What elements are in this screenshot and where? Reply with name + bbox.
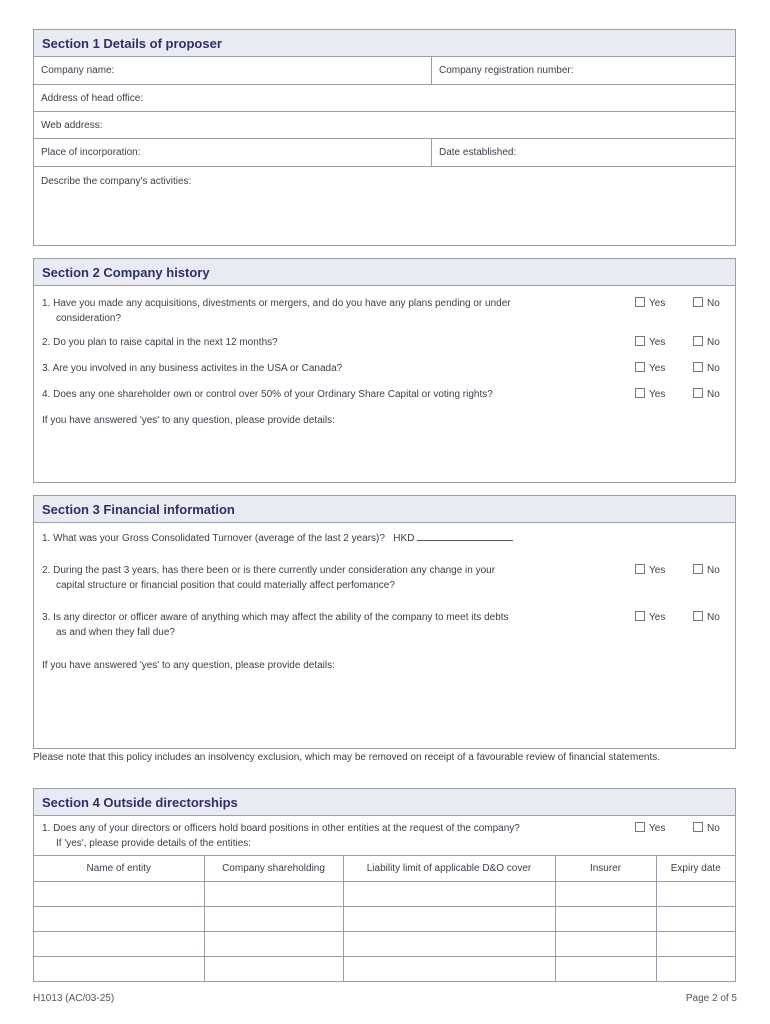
table-cell[interactable]: [656, 907, 735, 932]
section-1: [33, 29, 736, 246]
table-row: [34, 932, 735, 957]
row-head-office: [34, 85, 735, 112]
entities-table: [34, 855, 735, 981]
yes-checkbox[interactable]: [635, 297, 645, 307]
question-number: 3.: [42, 612, 51, 623]
question-3-2: [42, 563, 632, 593]
place-incorporation-field[interactable]: Place of incorporation:: [41, 147, 141, 158]
currency-label: HKD: [393, 533, 415, 544]
question-3-1: [42, 531, 513, 546]
yes-option[interactable]: [635, 297, 665, 310]
no-checkbox[interactable]: [693, 362, 703, 372]
question-4-1: [42, 821, 520, 851]
column-header: Liability limit of applicable D&O cover: [343, 856, 555, 882]
question-text: Have you made any acquisitions, divestments or mergers, and do you have any plans pending or under: [53, 298, 511, 309]
yes-label: Yes: [649, 337, 666, 348]
question-text-cont: capital structure or financial position that could materially affect perfomance?: [56, 580, 395, 591]
company-name-field[interactable]: Company name:: [41, 65, 115, 76]
details-prompt: If you have answered 'yes' to any question, please provide details:: [42, 415, 335, 426]
table-cell[interactable]: [204, 882, 343, 907]
row-company-name: [34, 57, 735, 85]
page-number: Page 2 of 5: [685, 993, 737, 1004]
yes-checkbox[interactable]: [635, 336, 645, 346]
section-3: [33, 495, 736, 749]
table-row: [34, 957, 735, 982]
row-web-address: [34, 112, 735, 139]
question-text: During the past 3 years, has there been or is there currently under consideration any change in your: [53, 565, 496, 576]
no-checkbox[interactable]: [693, 297, 703, 307]
question-number: 1.: [42, 298, 51, 309]
column-header: Expiry date: [656, 856, 735, 882]
column-header: Company shareholding: [204, 856, 343, 882]
no-label: No: [707, 823, 720, 834]
table-cell[interactable]: [34, 957, 204, 982]
table-cell[interactable]: [343, 957, 555, 982]
question-2-1: [42, 296, 511, 326]
no-label: No: [707, 337, 720, 348]
table-header-row: [34, 856, 735, 882]
question-text: Is any director or officer aware of anything which may affect the ability of the company to meet its debts: [53, 612, 509, 623]
details-area[interactable]: [34, 676, 735, 748]
column-header: Name of entity: [34, 856, 204, 882]
table-cell[interactable]: [555, 882, 656, 907]
web-address-field[interactable]: Web address:: [41, 120, 103, 131]
no-option[interactable]: [693, 822, 720, 835]
row-activities: [34, 167, 735, 245]
yes-label: Yes: [649, 298, 666, 309]
question-number: 4.: [42, 389, 51, 400]
no-checkbox[interactable]: [693, 388, 703, 398]
yes-checkbox[interactable]: [635, 388, 645, 398]
no-option[interactable]: [693, 297, 720, 310]
no-checkbox[interactable]: [693, 336, 703, 346]
section-3-title: Section 3 Financial information: [34, 496, 735, 523]
no-option[interactable]: [693, 388, 720, 401]
table-cell[interactable]: [204, 907, 343, 932]
table-cell[interactable]: [204, 932, 343, 957]
activities-field[interactable]: Describe the company's activities:: [41, 176, 192, 187]
yes-option[interactable]: [635, 362, 665, 375]
section-2-title: Section 2 Company history: [34, 259, 735, 286]
table-cell[interactable]: [343, 932, 555, 957]
table-cell[interactable]: [555, 957, 656, 982]
question-text-cont: consideration?: [56, 313, 122, 324]
column-header: Insurer: [555, 856, 656, 882]
yes-option[interactable]: [635, 822, 665, 835]
question-text: What was your Gross Consolidated Turnover (average of the last 2 years)?: [53, 533, 385, 544]
section-1-title: Section 1 Details of proposer: [34, 30, 735, 57]
question-number: 2.: [42, 337, 51, 348]
no-checkbox[interactable]: [693, 564, 703, 574]
yes-checkbox[interactable]: [635, 822, 645, 832]
section-4: [33, 788, 736, 982]
question-text-cont: If 'yes', please provide details of the entities:: [56, 838, 252, 849]
question-number: 2.: [42, 565, 51, 576]
details-area[interactable]: [34, 431, 735, 482]
turnover-input[interactable]: [417, 531, 513, 541]
question-2-2: [42, 335, 278, 350]
yes-checkbox[interactable]: [635, 362, 645, 372]
yes-option[interactable]: [635, 611, 665, 624]
yes-option[interactable]: [635, 388, 665, 401]
question-text-cont: as and when they fall due?: [56, 627, 175, 638]
yes-label: Yes: [649, 363, 666, 374]
question-number: 1.: [42, 823, 51, 834]
table-cell[interactable]: [656, 932, 735, 957]
yes-checkbox[interactable]: [635, 564, 645, 574]
yes-label: Yes: [649, 823, 666, 834]
question-2-4: [42, 387, 493, 402]
no-option[interactable]: [693, 362, 720, 375]
no-option[interactable]: [693, 564, 720, 577]
question-text: Does any of your directors or officers hold board positions in other entities at the request of the company?: [53, 823, 520, 834]
no-label: No: [707, 389, 720, 400]
no-label: No: [707, 363, 720, 374]
yes-label: Yes: [649, 565, 666, 576]
yes-option[interactable]: [635, 336, 665, 349]
yes-checkbox[interactable]: [635, 611, 645, 621]
question-text: Are you involved in any business activites in the USA or Canada?: [52, 363, 343, 374]
question-text: Do you plan to raise capital in the next 12 months?: [53, 337, 278, 348]
table-row: [34, 907, 735, 932]
section-4-title: Section 4 Outside directorships: [34, 789, 735, 816]
date-established-field[interactable]: Date established:: [431, 139, 735, 166]
no-label: No: [707, 565, 720, 576]
head-office-field[interactable]: Address of head office:: [41, 93, 144, 104]
table-cell[interactable]: [204, 957, 343, 982]
yes-option[interactable]: [635, 564, 665, 577]
question-3-3: [42, 610, 509, 640]
no-label: No: [707, 298, 720, 309]
section-2: [33, 258, 736, 483]
table-cell[interactable]: [555, 932, 656, 957]
question-number: 1.: [42, 533, 51, 544]
table-cell[interactable]: [656, 882, 735, 907]
details-prompt: If you have answered 'yes' to any question, please provide details:: [42, 660, 335, 671]
table-cell[interactable]: [656, 957, 735, 982]
form-code: H1013 (AC/03-25): [33, 993, 115, 1004]
registration-number-field[interactable]: Company registration number:: [431, 57, 735, 84]
table-cell[interactable]: [34, 882, 204, 907]
question-text: Does any one shareholder own or control over 50% of your Ordinary Share Capital or voting rights?: [53, 389, 493, 400]
insolvency-note: Please note that this policy includes an insolvency exclusion, which may be removed on receipt of a favourable review of financial statements.: [33, 752, 661, 763]
table-cell[interactable]: [555, 907, 656, 932]
no-checkbox[interactable]: [693, 822, 703, 832]
table-cell[interactable]: [343, 907, 555, 932]
no-option[interactable]: [693, 611, 720, 624]
no-option[interactable]: [693, 336, 720, 349]
table-cell[interactable]: [34, 907, 204, 932]
no-label: No: [707, 612, 720, 623]
question-number: 3.: [42, 363, 51, 374]
yes-label: Yes: [649, 612, 666, 623]
table-cell[interactable]: [34, 932, 204, 957]
table-cell[interactable]: [343, 882, 555, 907]
question-2-3: [42, 361, 342, 376]
yes-label: Yes: [649, 389, 666, 400]
table-row: [34, 882, 735, 907]
no-checkbox[interactable]: [693, 611, 703, 621]
row-incorporation: [34, 139, 735, 167]
